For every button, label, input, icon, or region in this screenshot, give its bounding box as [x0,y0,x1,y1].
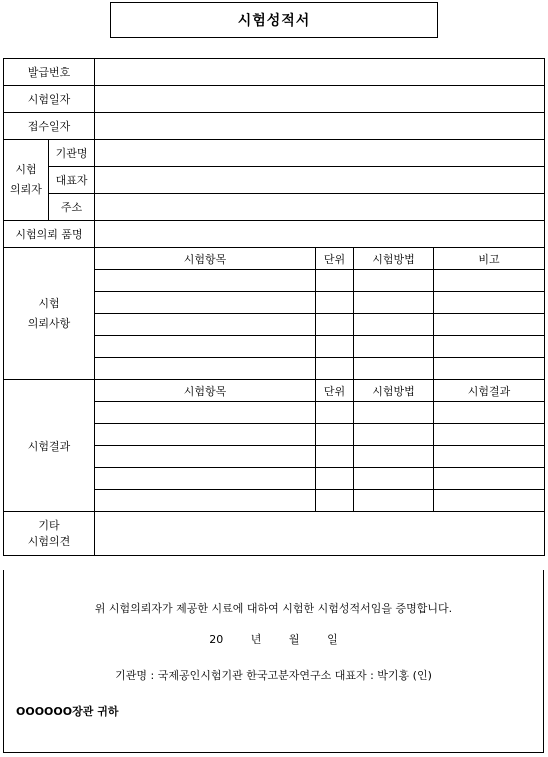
request-cell[interactable] [316,270,354,292]
request-cell[interactable] [434,270,545,292]
opinion-value[interactable] [95,512,545,556]
test-date-label: 시험일자 [4,86,95,113]
row-issue-no [4,59,545,86]
date-year-unit: 년 [250,633,262,646]
result-cell[interactable] [95,402,316,424]
addressee: OOOOOO장관 귀하 [16,705,119,718]
certification-statement: 위 시험의뢰자가 제공한 시료에 대하여 시험한 시험성적서임을 증명합니다. [94,602,453,615]
issuer-line: 기관명 : 국제공인시험기관 한국고분자연구소 대표자 : 박기홍 (인) [115,669,432,682]
certificate-form [3,58,545,556]
result-cell[interactable] [434,402,545,424]
result-cell[interactable] [95,446,316,468]
request-header-row [4,248,545,270]
result-cell[interactable] [316,490,354,512]
request-cell[interactable] [316,314,354,336]
item-name-value[interactable] [95,221,545,248]
row-test-date [4,86,545,113]
result-cell[interactable] [95,424,316,446]
date-year: 20 [209,633,224,646]
receipt-date-value[interactable] [95,113,545,140]
request-cell[interactable] [316,292,354,314]
request-header-item: 시험항목 [95,248,316,270]
result-header-item: 시험항목 [95,380,316,402]
item-name-label: 시험의뢰 품명 [4,221,95,248]
row-address [4,194,545,221]
row-representative [4,167,545,194]
result-cell[interactable] [95,468,316,490]
result-cell[interactable] [354,424,434,446]
result-cell[interactable] [434,446,545,468]
test-date-value[interactable] [95,86,545,113]
request-cell[interactable] [354,270,434,292]
result-cell[interactable] [354,490,434,512]
row-item-name [4,221,545,248]
result-header-row [4,380,545,402]
certification-footer [3,570,544,753]
request-section-label [4,248,95,380]
opinion-label [4,512,95,556]
request-cell[interactable] [95,292,316,314]
request-cell[interactable] [95,314,316,336]
requester-label-line1: 시험 [15,163,37,176]
request-header-remark: 비고 [434,248,545,270]
issue-no-label: 발급번호 [4,59,95,86]
result-header-method: 시험방법 [354,380,434,402]
request-header-method: 시험방법 [354,248,434,270]
row-receipt-date [4,113,545,140]
request-cell[interactable] [95,270,316,292]
result-cell[interactable] [434,490,545,512]
result-section-label: 시험결과 [4,380,95,512]
request-cell[interactable] [95,336,316,358]
request-header-unit: 단위 [316,248,354,270]
request-cell[interactable] [354,336,434,358]
opinion-label-line1: 기타 [38,518,60,532]
request-cell[interactable] [434,314,545,336]
result-cell[interactable] [354,402,434,424]
request-cell[interactable] [354,292,434,314]
org-name-value[interactable] [95,140,545,167]
org-name-label: 기관명 [49,140,95,167]
request-cell[interactable] [354,314,434,336]
request-cell[interactable] [434,292,545,314]
request-cell[interactable] [434,358,545,380]
result-cell[interactable] [434,468,545,490]
result-cell[interactable] [434,424,545,446]
date-day-unit: 일 [327,633,338,646]
result-cell[interactable] [316,446,354,468]
opinion-label-line2: 시험의견 [27,534,71,548]
address-label: 주소 [49,194,95,221]
request-cell[interactable] [95,358,316,380]
issue-no-value[interactable] [95,59,545,86]
result-cell[interactable] [316,468,354,490]
request-cell[interactable] [354,358,434,380]
request-cell[interactable] [434,336,545,358]
request-cell[interactable] [316,336,354,358]
result-cell[interactable] [354,446,434,468]
receipt-date-label: 접수일자 [4,113,95,140]
request-label-line1: 시험 [38,296,60,310]
result-cell[interactable] [316,424,354,446]
representative-value[interactable] [95,167,545,194]
result-cell[interactable] [354,468,434,490]
date-month-unit: 월 [288,633,300,646]
request-cell[interactable] [316,358,354,380]
row-org-name [4,140,545,167]
result-header-unit: 단위 [316,380,354,402]
result-cell[interactable] [95,490,316,512]
representative-label: 대표자 [49,167,95,194]
requester-label [4,140,49,221]
result-header-result: 시험결과 [434,380,545,402]
address-value[interactable] [95,194,545,221]
row-opinion [4,512,545,556]
document-title: 시험성적서 [110,2,438,38]
requester-label-line2: 의뢰자 [10,183,42,196]
result-cell[interactable] [316,402,354,424]
issue-date-line [4,631,543,647]
request-label-line2: 의뢰사항 [27,316,71,330]
